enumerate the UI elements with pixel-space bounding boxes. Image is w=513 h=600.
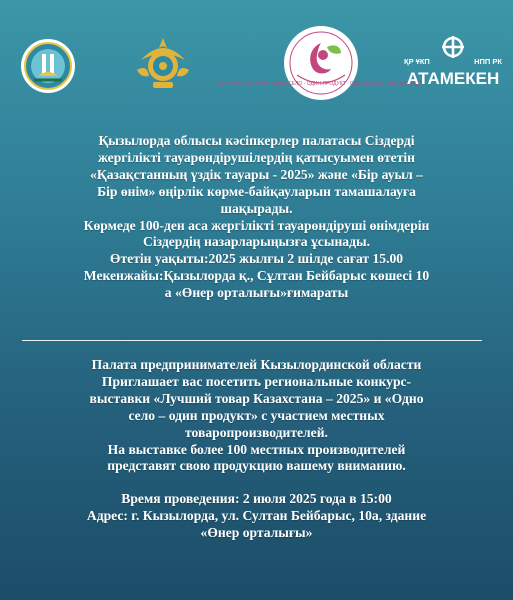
russian-line: выставки «Лучший товар Казахстана – 2025» и «Одно xyxy=(89,390,424,406)
logo-row xyxy=(0,0,513,110)
kazakh-line: жергілікті тауарөндірушілердің қатысуымен өтетін xyxy=(97,149,416,165)
kazakh-line: Көрмеде 100-ден аса жергілікті тауарөндіруші өнімдерін xyxy=(83,217,430,233)
russian-line: товаропроизводителей. xyxy=(185,424,328,440)
kazakh-line: Қызылорда облысы кәсіпкерлер палатасы Сіздерді xyxy=(98,133,415,148)
section-divider xyxy=(22,340,482,341)
russian-line: Приглашает вас посетить региональные конкурс- xyxy=(101,373,412,389)
kazakh-line: шақырады. xyxy=(220,200,293,216)
kazakh-announcement xyxy=(30,133,483,302)
village-logo-ring-text: БІР АУЫЛ - БІР ӨНІМ · ОДНО СЕЛО - ОДИН ПРОДУКТ · ONE VILLAGE - ONE PRODUCT xyxy=(217,81,425,87)
kyzylorda-emblem-icon xyxy=(20,38,76,94)
spacer xyxy=(30,475,483,491)
russian-line: представят свою продукцию вашему вниманию. xyxy=(107,458,406,474)
atameken-top-right: НПП РК xyxy=(474,57,502,66)
russian-time: Время проведения: 2 июля 2025 года в 15:00 xyxy=(121,491,392,507)
kazakh-line: «Қазақстанның үздік тауары - 2025» және «Бір ауыл – xyxy=(90,166,423,182)
russian-line: Палата предпринимателей Кызылординской области xyxy=(91,357,422,372)
kazakh-time: Өтетін уақыты:2025 жылғы 2 шілде сағат 15.00 xyxy=(109,251,404,267)
atameken-top-left: ҚР ҰКП xyxy=(404,57,430,66)
kazakh-line: Бір өнім» өңірлік көрме-байқауларын тамашалауға xyxy=(97,183,416,199)
atameken-logo-icon xyxy=(402,34,504,92)
kazakh-address: Мекенжайы:Қызылорда қ., Сұлтан Бейбарыс көшесі 10 xyxy=(83,268,430,284)
russian-line: село – один продукт» с участием местных xyxy=(128,407,385,423)
atameken-name: АТАМЕКЕН xyxy=(406,69,500,88)
russian-address: «Өнер орталығы» xyxy=(200,525,313,541)
russian-address: Адрес: г. Кызылорда, ул. Султан Бейбарыс, 10а, здание xyxy=(86,508,427,524)
kazakhstan-emblem-icon xyxy=(133,34,193,94)
russian-announcement xyxy=(30,357,483,542)
russian-line: На выставке более 100 местных производителей xyxy=(107,441,406,457)
kazakh-line: Сіздердің назарларыңызға ұсынады. xyxy=(143,234,370,250)
kazakh-address: а «Өнер орталығы»ғимараты xyxy=(164,285,349,301)
